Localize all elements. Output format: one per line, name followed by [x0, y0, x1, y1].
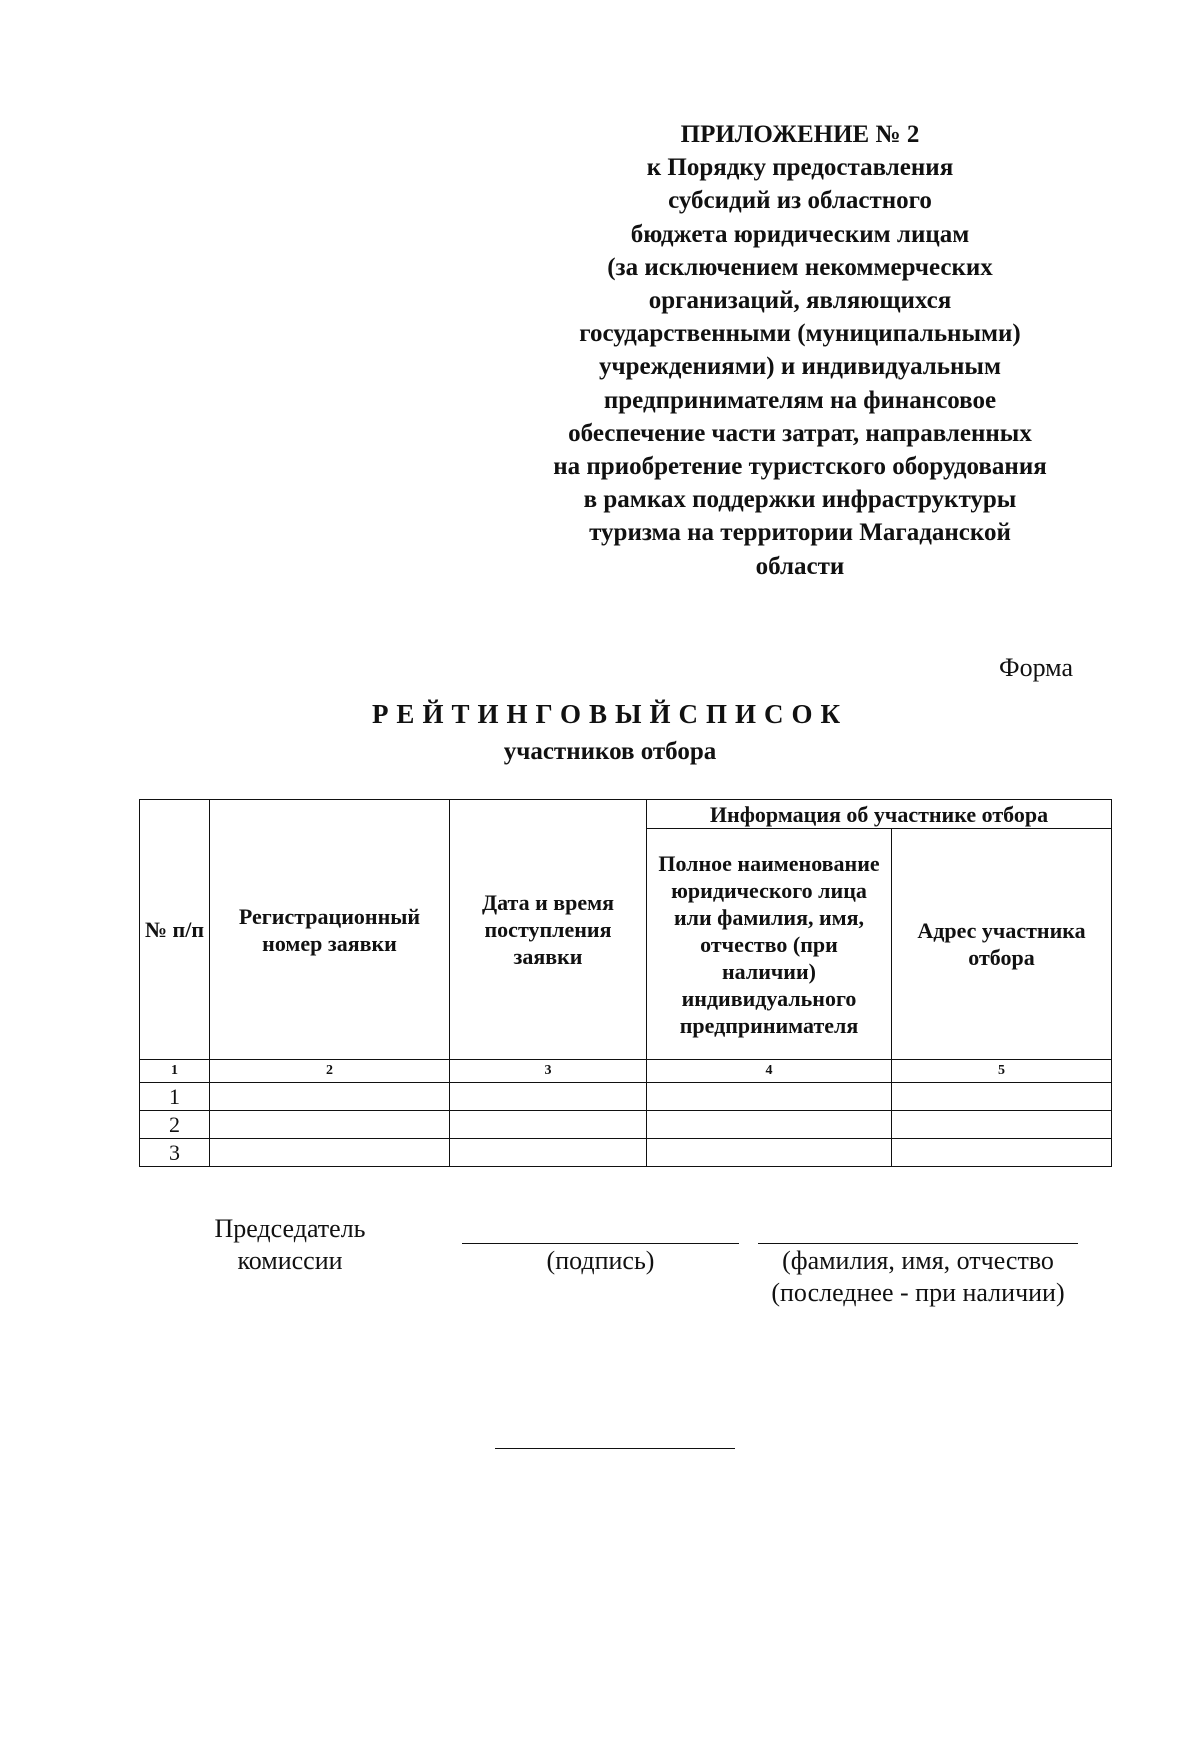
row-reg-number	[210, 1111, 450, 1139]
row-full-name	[647, 1083, 892, 1111]
signature-line	[462, 1243, 739, 1244]
row-datetime	[450, 1083, 647, 1111]
appendix-line: государственными (муниципальными)	[579, 320, 1021, 348]
table-row	[140, 1139, 1112, 1167]
row-num: 3	[140, 1139, 210, 1167]
header-num: № п/п	[140, 800, 210, 1060]
column-number: 5	[892, 1060, 1112, 1083]
column-number: 4	[647, 1060, 892, 1083]
appendix-line: субсидий из областного	[668, 187, 932, 215]
row-address	[892, 1139, 1112, 1167]
row-num: 2	[140, 1111, 210, 1139]
row-num: 1	[140, 1083, 210, 1111]
column-number-row	[140, 1060, 1112, 1083]
header-row	[140, 800, 1112, 829]
row-full-name	[647, 1139, 892, 1167]
appendix-line: предпринимателям на финансовое	[603, 386, 997, 414]
header-address: Адрес участника отбора	[892, 829, 1112, 1060]
row-full-name	[647, 1111, 892, 1139]
appendix-line: туризма на территории Магаданской	[589, 519, 1011, 547]
appendix-line: бюджета юридическим лицам	[630, 220, 970, 248]
rating-table	[139, 799, 1112, 1167]
appendix-line: организаций, являющихся	[648, 287, 952, 315]
row-datetime	[450, 1139, 647, 1167]
column-number: 1	[140, 1060, 210, 1083]
row-reg-number	[210, 1083, 450, 1111]
name-line	[758, 1243, 1078, 1244]
document-title: РЕЙТИНГОВЫЙСПИСОК	[371, 699, 849, 729]
row-reg-number	[210, 1139, 450, 1167]
form-label: Форма	[999, 653, 1073, 682]
header-reg-number: Регистрационный номер заявки	[210, 800, 450, 1060]
chairman-label: Председатель комиссии	[214, 1214, 366, 1275]
appendix-line: (за исключением некоммерческих	[607, 253, 993, 281]
signature-caption: (подпись)	[546, 1246, 655, 1275]
column-number: 3	[450, 1060, 647, 1083]
column-number: 2	[210, 1060, 450, 1083]
table-row	[140, 1083, 1112, 1111]
document-subtitle: участников отбора	[503, 738, 717, 765]
header-info-group: Информация об участнике отбора	[647, 800, 1112, 829]
appendix-line: области	[755, 552, 845, 580]
name-caption: (фамилия, имя, отчество (последнее - при наличии)	[771, 1246, 1065, 1307]
row-address	[892, 1083, 1112, 1111]
appendix-line: обеспечение части затрат, направленных	[568, 419, 1032, 447]
closing-divider	[495, 1448, 735, 1449]
appendix-line: учреждениями) и индивидуальным	[599, 353, 1001, 381]
appendix-block	[505, 118, 1095, 583]
header-full-name: Полное наименование юридического лица или фамилия, имя, отчество (при наличии) индивидуального предпринимателя	[647, 829, 892, 1060]
row-address	[892, 1111, 1112, 1139]
appendix-line: к Порядку предоставления	[646, 154, 954, 182]
appendix-line: на приобретение туристского оборудования	[553, 453, 1047, 481]
table-row	[140, 1111, 1112, 1139]
header-datetime: Дата и время поступления заявки	[450, 800, 647, 1060]
appendix-line: ПРИЛОЖЕНИЕ № 2	[680, 121, 920, 148]
appendix-line: в рамках поддержки инфраструктуры	[583, 486, 1017, 514]
row-datetime	[450, 1111, 647, 1139]
